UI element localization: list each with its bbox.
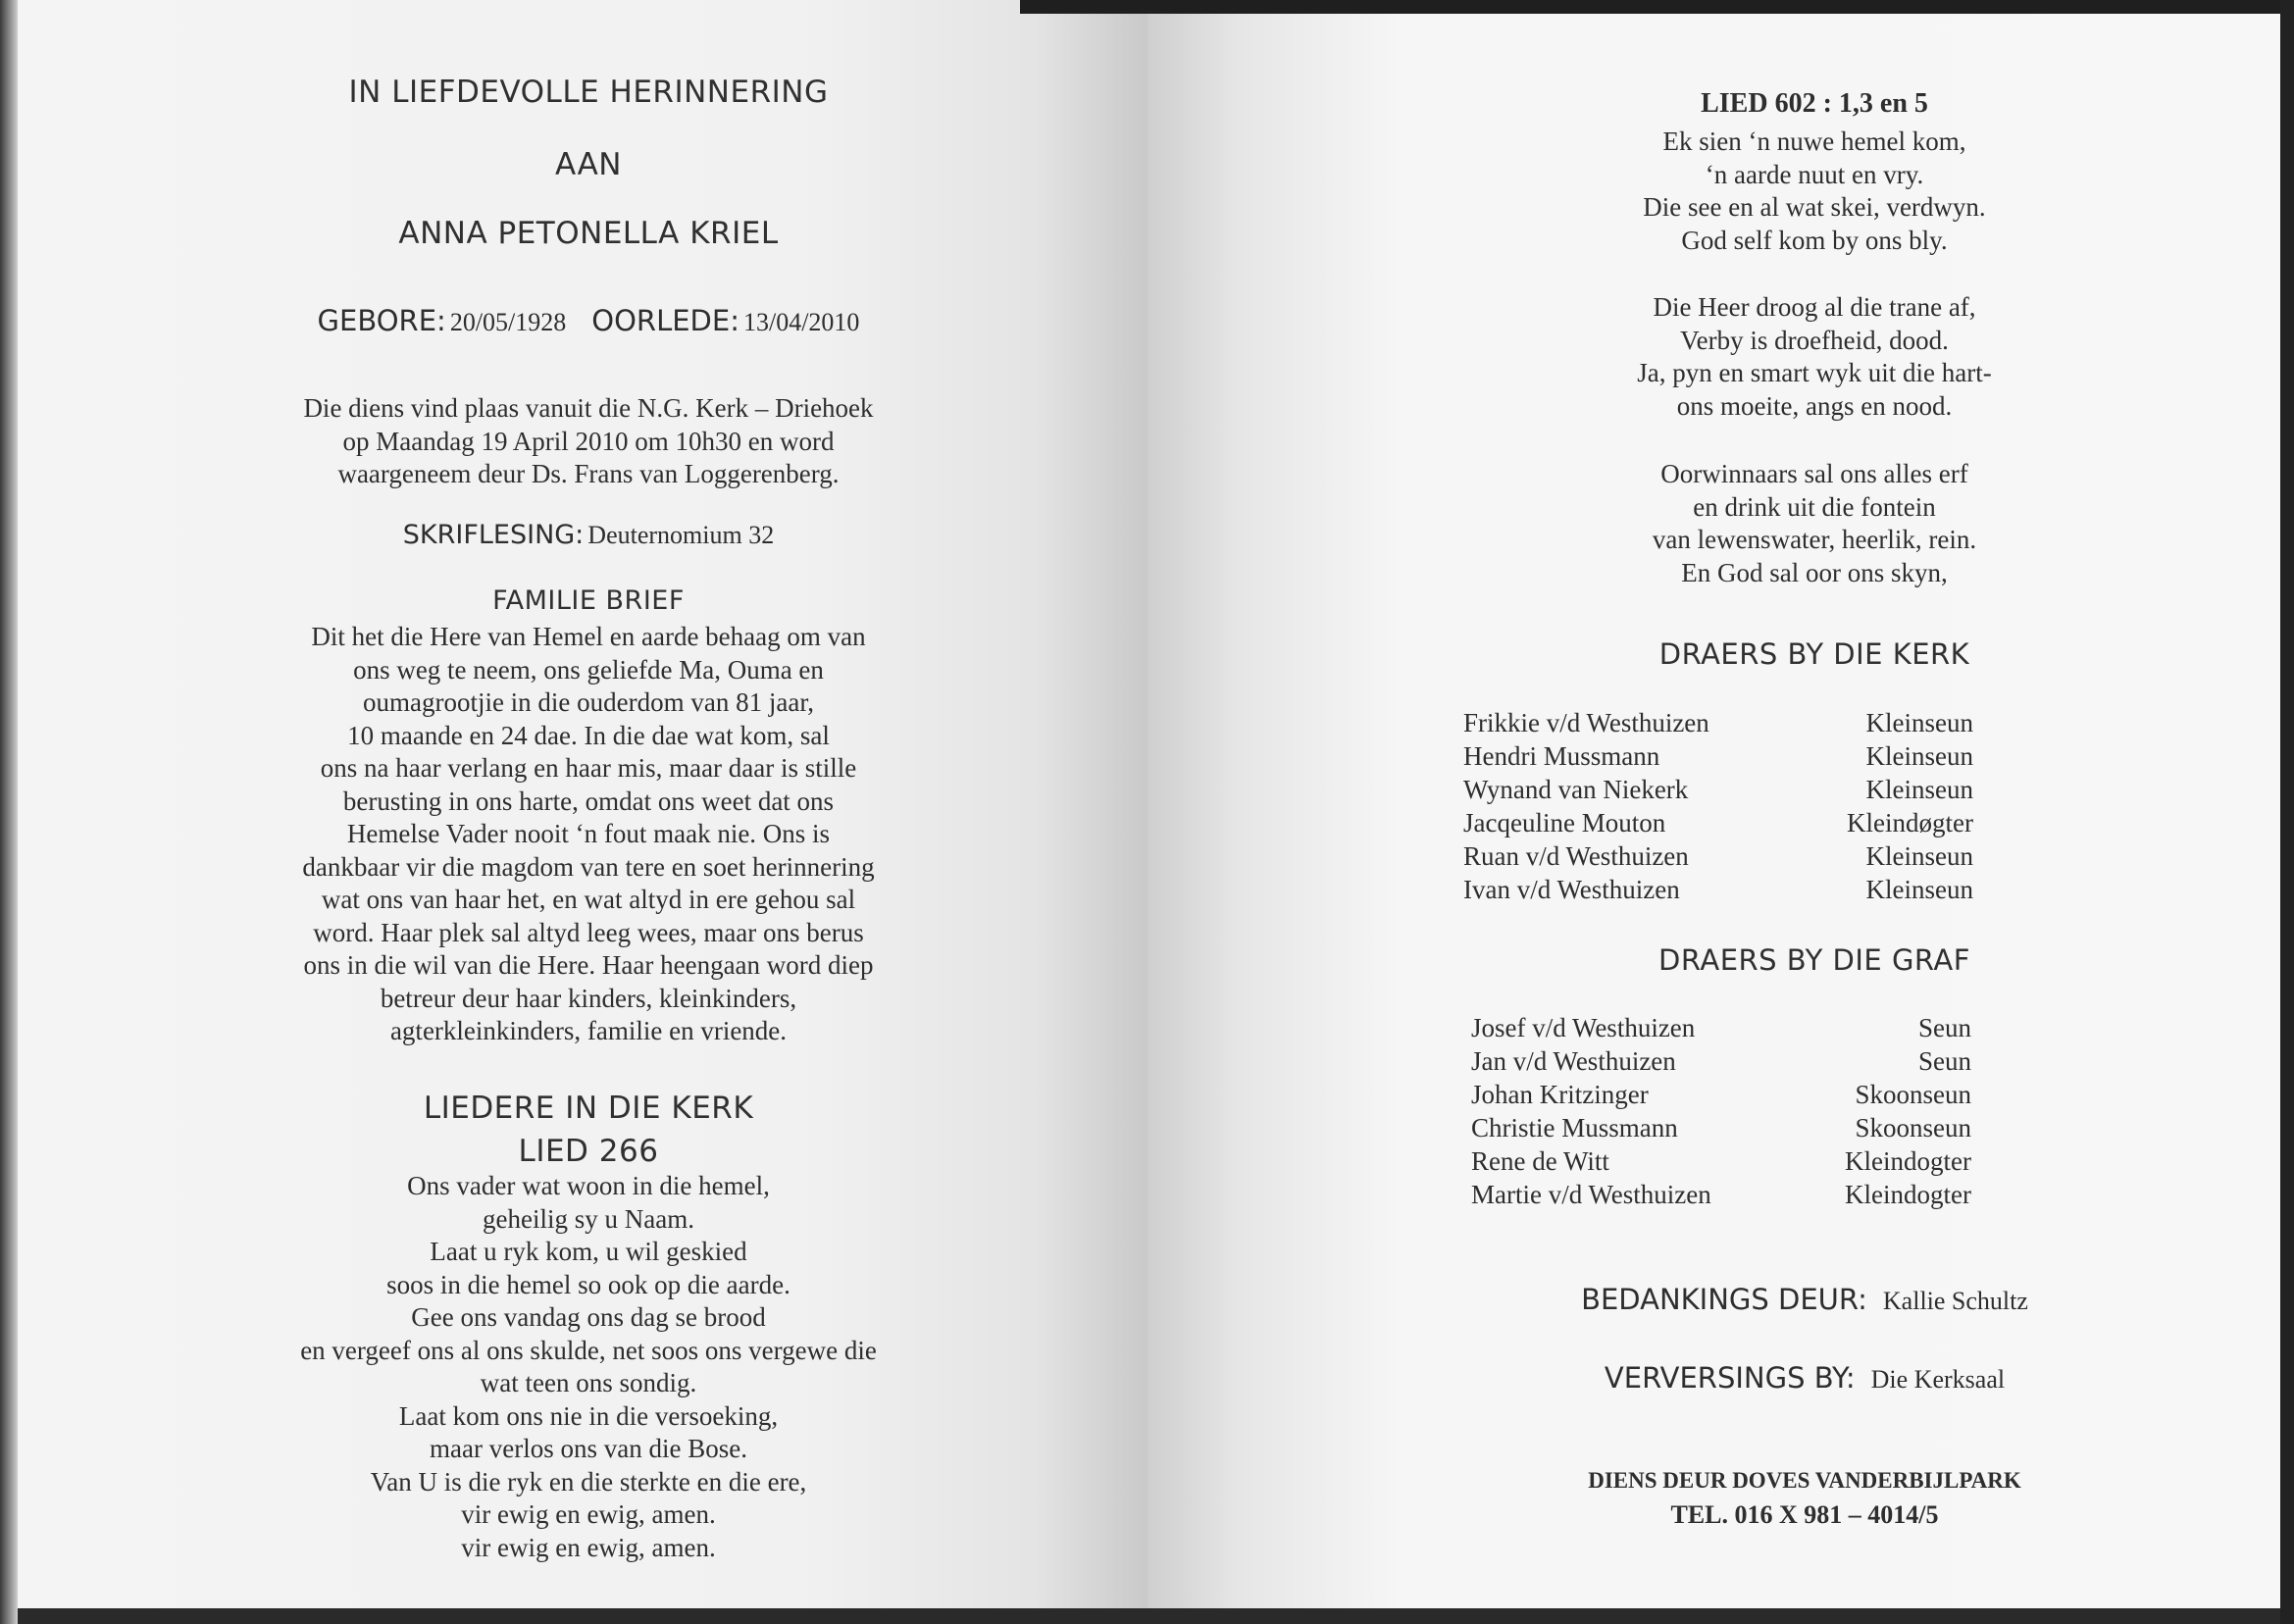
family-letter-line: berusting in ons harte, omdat ons weet dat ons <box>342 786 835 816</box>
bearer-relation: Kleinseun <box>1865 841 1973 871</box>
born-value: 20/05/1928 <box>449 308 567 336</box>
song-602-verse-3 <box>1501 458 2128 589</box>
lyric-line: Die see en al wat skei, verdwyn. <box>1643 192 1986 222</box>
bearer-name: Frikkie v/d Westhuizen <box>1463 708 1709 737</box>
family-letter-line: dankbaar vir die magdom van tere en soet herinnering <box>302 851 875 882</box>
dates-line <box>196 304 981 337</box>
lyric-line: Verby is droefheid, dood. <box>1680 325 1949 355</box>
song-602-verse-2 <box>1501 291 2128 423</box>
scripture-label: SKRIFLESING: <box>402 520 585 550</box>
lyric-line: Laat kom ons nie in die versoeking, <box>398 1400 779 1431</box>
lyric-line: geheilig sy u Naam. <box>483 1203 694 1234</box>
bearer-row <box>1463 775 1973 808</box>
church-bearers-heading: DRAERS BY DIE KERK <box>1658 637 1970 671</box>
lyric-line: van lewenswater, heerlik, rein. <box>1652 525 1977 554</box>
memorial-title: IN LIEFDEVOLLE HERINNERING <box>348 75 829 110</box>
family-letter-line: wat ons van haar het, en wat altyd in ere gehou sal <box>321 885 856 914</box>
lyric-line: en drink uit die fontein <box>1693 491 1936 522</box>
lyric-line: ons moeite, angs en nood. <box>1676 390 1953 421</box>
bearer-name: Christie Mussmann <box>1471 1113 1678 1142</box>
family-letter-line: ons weg te neem, ons geliefde Ma, Ouma en <box>353 654 824 685</box>
bearer-row <box>1463 875 1973 908</box>
bearer-relation: Kleinseun <box>1865 775 1973 804</box>
thanks-value: Kallie Schultz <box>1882 1287 2028 1315</box>
songs-heading: LIEDERE IN DIE KERK <box>423 1091 754 1126</box>
scan-edge-left <box>0 0 18 1624</box>
scan-edge-top <box>1020 0 2294 14</box>
family-letter-line: word. Haar plek sal altyd leeg wees, maar ons berus <box>313 917 864 947</box>
refreshments-line <box>1442 1361 2167 1395</box>
song-602-verse-1 <box>1501 126 2128 257</box>
bearer-relation: Kleinseun <box>1865 875 1973 904</box>
service-line: Die diens vind plaas vanuit die N.G. Kerk – Driehoek <box>303 393 874 423</box>
bearer-name: Johan Kritzinger <box>1471 1080 1649 1109</box>
scan-edge-right <box>2280 0 2294 1624</box>
bearer-relation: Skoonseun <box>1855 1080 1971 1109</box>
bearer-relation: Skoonseun <box>1855 1113 1971 1142</box>
bearer-name: Ruan v/d Westhuizen <box>1463 841 1689 871</box>
born-label: GEBORE: <box>317 304 446 337</box>
bearer-row <box>1471 1013 1971 1046</box>
lyric-line: Gee ons vandag ons dag se brood <box>411 1302 766 1332</box>
bearer-name: Ivan v/d Westhuizen <box>1463 875 1680 904</box>
bearer-row <box>1463 741 1973 775</box>
bearer-row <box>1463 708 1973 741</box>
lyric-line: en vergeef ons al ons skulde, net soos ons vergewe die <box>300 1335 877 1365</box>
grave-bearers-heading: DRAERS BY DIE GRAF <box>1658 943 1970 977</box>
memorial-to: AAN <box>555 147 622 182</box>
thanks-label: BEDANKINGS DEUR: <box>1581 1283 1867 1316</box>
family-letter <box>196 621 981 1048</box>
thanks-line <box>1442 1283 2167 1316</box>
lyric-line: Die Heer droog al die trane af, <box>1653 292 1976 322</box>
bearer-name: Josef v/d Westhuizen <box>1471 1013 1696 1042</box>
family-letter-heading: FAMILIE BRIEF <box>492 585 685 616</box>
bearer-row <box>1463 808 1973 841</box>
bearer-name: Martie v/d Westhuizen <box>1471 1180 1711 1209</box>
service-line: waargeneem deur Ds. Frans van Loggerenberg. <box>337 459 840 488</box>
song-266-heading: LIED 266 <box>518 1134 659 1169</box>
bearer-relation: Kleinseun <box>1865 708 1973 737</box>
lyric-line: Van U is die ryk en die sterkte en die ere, <box>370 1466 807 1497</box>
bearer-name: Rene de Witt <box>1471 1146 1609 1176</box>
service-details <box>196 392 981 491</box>
lyric-line: Laat u ryk kom, u wil geskied <box>430 1237 747 1266</box>
lyric-line: Ons vader wat woon in die hemel, <box>407 1171 770 1200</box>
lyric-line: God self kom by ons bly. <box>1681 225 1948 255</box>
deceased-name: ANNA PETONELLA KRIEL <box>398 216 779 251</box>
family-letter-line: Hemelse Vader nooit ‘n fout maak nie. Ons is <box>346 819 831 848</box>
bearer-row <box>1471 1080 1971 1113</box>
refreshments-value: Die Kerksaal <box>1870 1365 2006 1394</box>
service-line: op Maandag 19 April 2010 om 10h30 en word <box>342 426 835 456</box>
scan-edge-bottom <box>0 1608 2294 1624</box>
bearer-relation: Seun <box>1918 1046 1971 1076</box>
bearer-row <box>1471 1113 1971 1146</box>
bearer-relation: Kleindogter <box>1845 1180 1971 1209</box>
family-letter-line: 10 maande en 24 dae. In die dae wat kom, sal <box>347 720 830 750</box>
bearer-relation: Kleinseun <box>1865 741 1973 771</box>
bearer-row <box>1463 841 1973 875</box>
family-letter-line: agterkleinkinders, familie en vriende. <box>389 1016 788 1045</box>
lyric-line: ‘n aarde nuut en vry. <box>1705 159 1924 189</box>
bearer-row <box>1471 1046 1971 1080</box>
lyric-line: maar verlos ons van die Bose. <box>430 1434 747 1463</box>
died-value: 13/04/2010 <box>742 308 860 336</box>
bearer-name: Wynand van Niekerk <box>1463 775 1689 804</box>
died-label: OORLEDE: <box>591 304 739 337</box>
song-602-heading: LIED 602 : 1,3 en 5 <box>1701 88 1928 119</box>
lyric-line: vir ewig en ewig, amen. <box>461 1532 716 1562</box>
provider-phone: TEL. 016 X 981 – 4014/5 <box>1670 1500 1939 1529</box>
funeral-service-provider: DIENS DEUR DOVES VANDERBIJLPARK <box>1588 1468 2021 1493</box>
scripture-line <box>196 520 981 550</box>
lyric-line: Ja, pyn en smart wyk uit die hart- <box>1637 358 1992 387</box>
bearer-row <box>1471 1146 1971 1180</box>
lyric-line: Ek sien ‘n nuwe hemel kom, <box>1662 127 1966 156</box>
family-letter-line: ons in die wil van die Here. Haar heengaan word diep <box>303 950 874 980</box>
song-266-lyrics <box>196 1170 981 1564</box>
bearer-name: Jan v/d Westhuizen <box>1471 1046 1676 1076</box>
lyric-line: Oorwinnaars sal ons alles erf <box>1660 459 1968 488</box>
bearer-name: Hendri Mussmann <box>1463 741 1660 771</box>
lyric-line: En God sal oor ons skyn, <box>1681 557 1948 587</box>
bearer-name: Jacqeuline Mouton <box>1463 808 1666 837</box>
family-letter-line: oumagrootjie in die ouderdom van 81 jaar, <box>362 687 815 717</box>
lyric-line: wat teen ons sondig. <box>480 1368 697 1397</box>
bearer-relation: Kleindogter <box>1845 1146 1971 1176</box>
lyric-line: soos in die hemel so ook op die aarde. <box>386 1269 790 1299</box>
family-letter-line: Dit het die Here van Hemel en aarde behaag om van <box>311 622 866 651</box>
bearer-relation: Seun <box>1918 1013 1971 1042</box>
lyric-line: vir ewig en ewig, amen. <box>461 1499 716 1529</box>
family-letter-line: betreur deur haar kinders, kleinkinders, <box>380 983 797 1013</box>
refreshments-label: VERVERSINGS BY: <box>1604 1361 1856 1395</box>
bearer-row <box>1471 1180 1971 1213</box>
right-page <box>1147 0 2294 1624</box>
bearer-relation: Kleindøgter <box>1847 808 1973 837</box>
scripture-value: Deuternomium 32 <box>587 521 775 549</box>
family-letter-line: ons na haar verlang en haar mis, maar daar is stille <box>320 753 857 783</box>
